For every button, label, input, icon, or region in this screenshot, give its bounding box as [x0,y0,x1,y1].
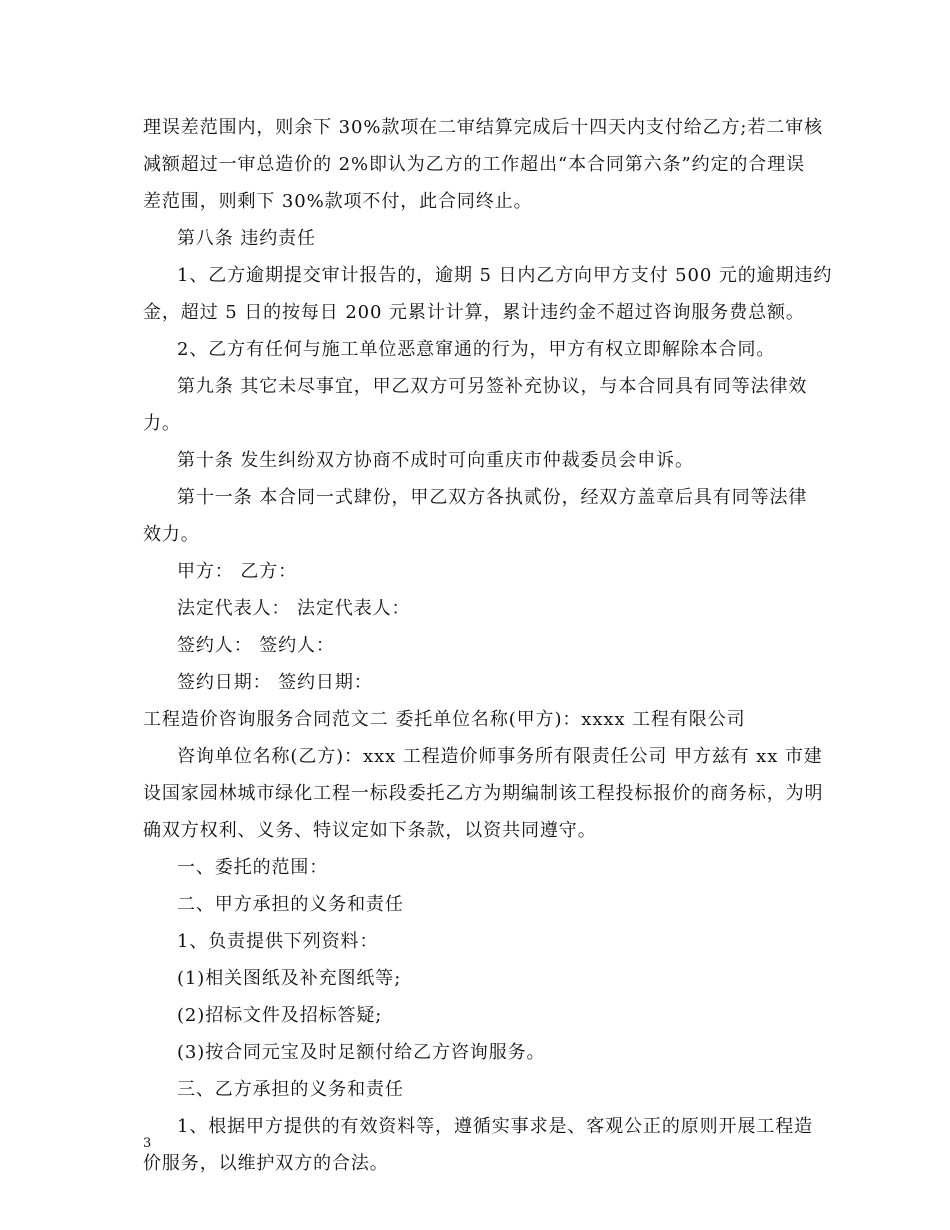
text-line: 理误差范围内，则余下 30%款项在二审结算完成后十四天内支付给乙方;若二审核 [143,117,823,138]
text-line: 价服务，以维护双方的合法。 [143,1153,389,1174]
text-line: 1、乙方逾期提交审计报告的，逾期 5 日内乙方向甲方支付 500 元的逾期违约 [177,265,833,286]
contract-title-line: 工程造价咨询服务合同范文二 委托单位名称(甲方)：xxxx 工程有限公司 [143,709,746,730]
signature-line: 签约人： 签约人： [177,635,335,656]
section-heading: 三、乙方承担的义务和责任 [177,1079,404,1100]
section-heading: 第八条 违约责任 [177,228,316,249]
text-line: 2、乙方有任何与施工单位恶意窜通的行为，甲方有权立即解除本合同。 [177,339,776,360]
text-line: 1、负责提供下列资料： [177,931,379,952]
signature-line: 签约日期： 签约日期： [177,672,373,693]
text-line: 金，超过 5 日的按每日 200 元累计计算，累计违约金不超过咨询服务费总额。 [143,302,805,323]
signature-line: 法定代表人： 法定代表人： [177,598,411,619]
list-item: (2)招标文件及招标答疑; [177,1005,383,1026]
text-line: 第十一条 本合同一式肆份，甲乙双方各执贰份，经双方盖章后具有同等法律 [177,487,808,508]
text-line: 设国家园林城市绿化工程一标段委托乙方为期编制该工程投标报价的商务标，为明 [143,783,824,804]
text-line: 力。 [143,413,181,434]
text-line: 确双方权利、义务、特议定如下条款，以资共同遵守。 [143,820,597,841]
list-item: (3)按合同元宝及时足额付给乙方咨询服务。 [177,1042,546,1063]
text-line: 效力。 [143,524,200,545]
signature-line: 甲方： 乙方： [177,561,298,582]
text-line: 减额超过一审总造价的 2%即认为乙方的工作超出“本合同第六条”约定的合理误 [143,154,805,175]
text-line: 咨询单位名称(乙方)：xxx 工程造价师事务所有限责任公司 甲方兹有 xx 市建 [177,746,823,767]
text-line: 1、根据甲方提供的有效资料等，遵循实事求是、客观公正的原则开展工程造 [177,1116,814,1137]
list-item: (1)相关图纸及补充图纸等; [177,968,402,989]
page-number: 3 [143,1136,152,1151]
section-heading: 二、甲方承担的义务和责任 [177,894,404,915]
text-line: 第十条 发生纠纷双方协商不成时可向重庆市仲裁委员会申诉。 [177,450,694,471]
text-line: 差范围，则剩下 30%款项不付，此合同终止。 [143,191,533,212]
text-line: 第九条 其它未尽事宜，甲乙双方可另签补充协议，与本合同具有同等法律效 [177,376,808,397]
section-heading: 一、委托的范围： [177,857,329,878]
